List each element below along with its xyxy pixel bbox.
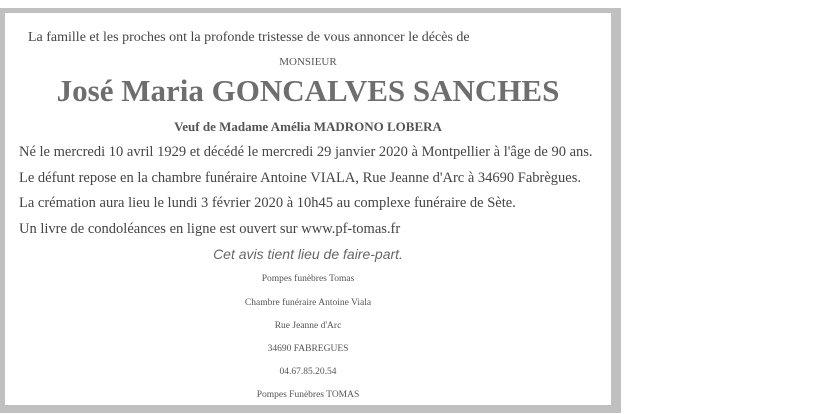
intro-text: La famille et les proches ont la profonde tristesse de vous annoncer le décès de [28,30,470,45]
obituary-frame [0,8,621,413]
widower-line: Veuf de Madame Amélia MADRONO LOBERA [174,119,442,134]
footer-city: 34690 FABREGUES [267,344,349,354]
footer-street: Rue Jeanne d'Arc [274,321,342,331]
footer-company: Pompes funèbres Tomas [261,274,355,284]
footer-signature: Pompes Funèbres TOMAS [256,390,360,400]
obituary-content [5,13,611,405]
cremation-paragraph: La crémation aura lieu le lundi 3 février 2020 à 10h45 au complexe funéraire de Sète. [19,195,516,211]
birth-death-paragraph: Né le mercredi 10 avril 1929 et décédé le mercredi 29 janvier 2020 à Montpellier à l'âge de 90 ans. [19,144,593,160]
footer-phone: 04.67.85.20.54 [279,367,337,377]
faire-part-note: Cet avis tient lieu de faire-part. [213,246,403,262]
deceased-name: José Maria GONCALVES SANCHES [56,73,560,108]
condolence-paragraph: Un livre de condoléances en ligne est ouvert sur www.pf-tomas.fr [19,221,401,237]
footer-chamber: Chambre funéraire Antoine Viala [244,298,372,308]
resting-place-paragraph: Le défunt repose en la chambre funéraire Antoine VIALA, Rue Jeanne d'Arc à 34690 Fabrègues. [19,170,582,186]
honorific-title: MONSIEUR [279,56,337,68]
